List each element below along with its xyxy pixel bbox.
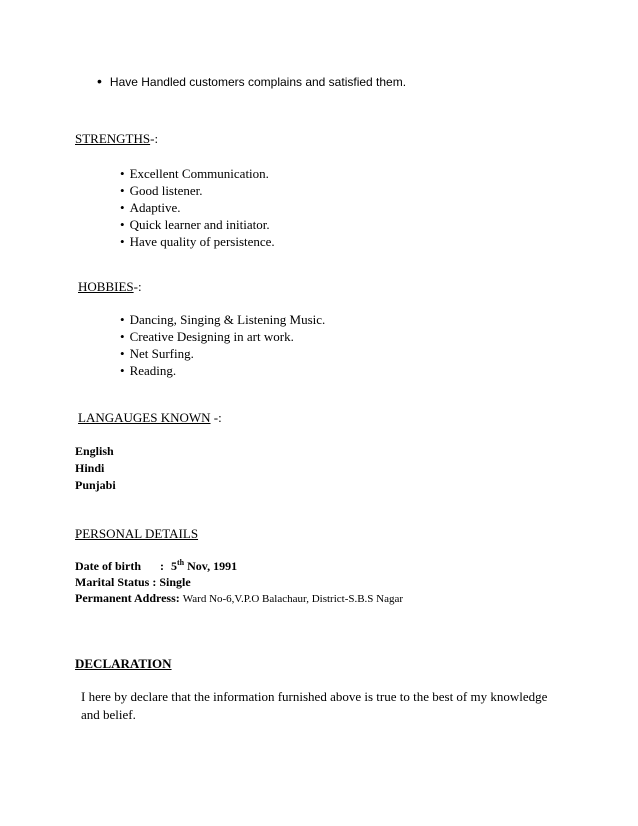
dob-row	[75, 558, 237, 574]
list-item: • Net Surfing.	[120, 345, 325, 362]
list-item: • Have quality of persistence.	[120, 233, 275, 250]
experience-bullet: • Have Handled customers complains and satisfied them.	[97, 73, 406, 89]
dob-suffix: th	[177, 558, 185, 567]
list-item: • Dancing, Singing & Listening Music.	[120, 311, 325, 328]
language-item: Punjabi	[75, 478, 116, 492]
languages-heading	[78, 410, 222, 426]
strengths-heading-suffix: -:	[150, 131, 159, 146]
language-item: Hindi	[75, 461, 105, 475]
list-item: • Excellent Communication.	[120, 165, 275, 182]
address-label: Permanent Address:	[75, 591, 180, 605]
marital-separator: :	[152, 575, 157, 589]
address-row	[75, 591, 403, 606]
list-item: • Adaptive.	[120, 199, 275, 216]
strengths-list	[120, 165, 275, 250]
dob-rest: Nov, 1991	[187, 559, 238, 573]
strengths-heading	[75, 131, 158, 147]
address-value: Ward No-6,V.P.O Balachaur, District-S.B.S Nagar	[182, 593, 404, 605]
dob-day: 5	[171, 559, 177, 573]
hobbies-heading-suffix: -:	[133, 279, 142, 294]
hobbies-list	[120, 311, 325, 379]
dob-label: Date of birth	[75, 559, 141, 573]
strengths-heading-text: STRENGTHS	[75, 131, 151, 146]
languages-heading-text: LANGAUGES KNOWN	[78, 410, 211, 425]
list-item: • Quick learner and initiator.	[120, 216, 275, 233]
personal-details-heading: PERSONAL DETAILS	[75, 526, 199, 541]
languages-list	[75, 443, 116, 494]
dob-separator: :	[160, 559, 164, 573]
marital-value: Single	[159, 575, 191, 589]
marital-row	[75, 575, 191, 590]
declaration-text: I here by declare that the information furnished above is true to the best of my knowledge and belief.	[81, 689, 548, 722]
languages-heading-suffix: -:	[213, 410, 222, 425]
hobbies-heading-text: HOBBIES	[78, 279, 134, 294]
declaration-heading: DECLARATION	[75, 656, 172, 671]
list-item: • Good listener.	[120, 182, 275, 199]
marital-label: Marital Status	[75, 575, 150, 589]
list-item: • Creative Designing in art work.	[120, 328, 325, 345]
list-item: • Reading.	[120, 362, 325, 379]
language-item: English	[75, 444, 114, 458]
hobbies-heading	[78, 279, 142, 295]
